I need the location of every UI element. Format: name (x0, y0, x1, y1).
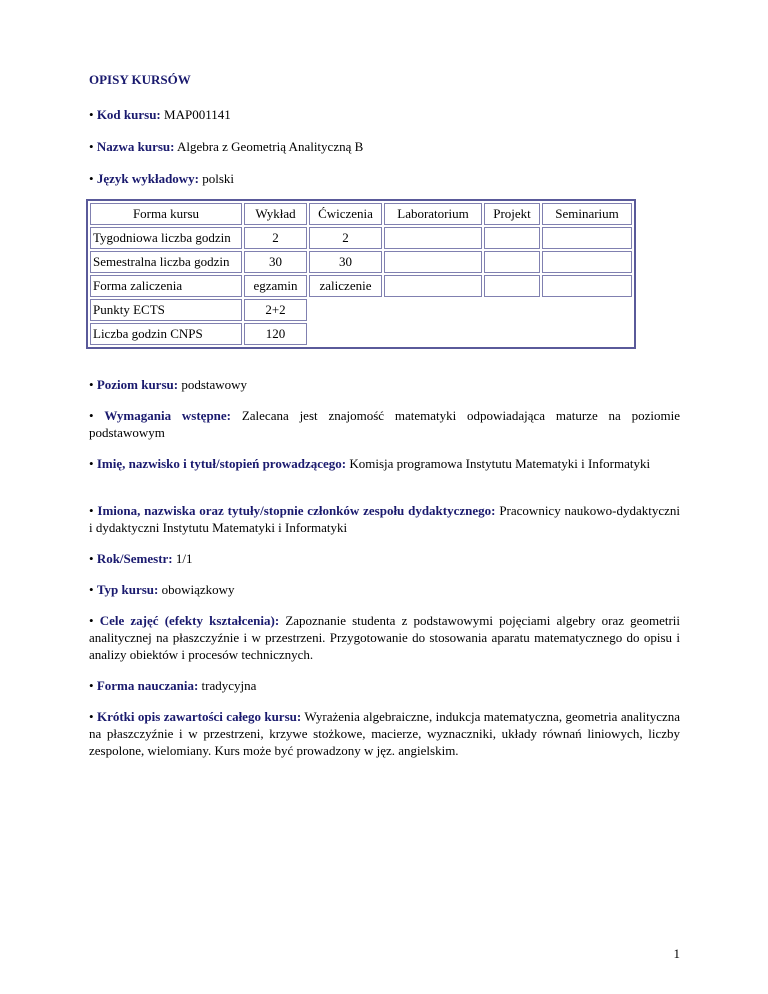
course-code (89, 106, 680, 123)
table-cell: 2 (244, 227, 307, 249)
table-cell (484, 227, 540, 249)
course-goals-label: Cele zajęć (efekty kształcenia): (99, 613, 280, 628)
teaching-team (89, 502, 680, 536)
table-cell (384, 275, 482, 297)
year-semester (89, 550, 680, 567)
course-code-value: MAP001141 (164, 107, 231, 122)
table-row (90, 227, 632, 249)
course-type (89, 581, 680, 598)
table-header-cell: Seminarium (542, 203, 632, 225)
course-goals (89, 612, 680, 663)
course-code-label: Kod kursu: (96, 107, 161, 122)
table-cell: Semestralna liczba godzin (90, 251, 242, 273)
bullet: • (89, 582, 94, 597)
course-description (89, 708, 680, 759)
table-cell (484, 251, 540, 273)
instructor-label: Imię, nazwisko i tytuł/stopień prowadzącego: (96, 456, 347, 471)
language-value: polski (202, 171, 235, 186)
bullet: • (89, 139, 94, 154)
table-row (90, 275, 632, 297)
prerequisites-value: Zalecana jest znajomość matematyki odpowiadająca maturze na poziomie podstawowym (89, 408, 681, 440)
year-semester-value: 1/1 (175, 551, 193, 566)
page-title: OPISY KURSÓW (89, 72, 191, 87)
table-cell: zaliczenie (309, 275, 382, 297)
course-description-value: Wyrażenia algebraiczne, indukcja matematyczna, geometria analityczna na płaszczyźnie i w przestrzeni, krzywe stożkowe, macierze, wyznaczniki, układy równań liniowych, liczby zespolone, wielomiany. Kurs może być prowadzony w jęz. angielskim. (89, 709, 681, 758)
bullet: • (89, 171, 94, 186)
table-row (90, 299, 632, 321)
table-cell: 30 (244, 251, 307, 273)
table-header-cell: Projekt (484, 203, 540, 225)
table-row (90, 251, 632, 273)
bullet: • (89, 377, 94, 392)
bullet: • (89, 456, 94, 471)
course-name-label: Nazwa kursu: (96, 139, 175, 154)
instructor-value: Komisja programowa Instytutu Matematyki i Informatyki (349, 456, 651, 471)
table-header-cell: Forma kursu (90, 203, 242, 225)
table-header-cell: Laboratorium (384, 203, 482, 225)
year-semester-label: Rok/Semestr: (96, 551, 173, 566)
teaching-team-label: Imiona, nazwiska oraz tytuły/stopnie członków zespołu dydaktycznego: (97, 503, 496, 518)
bullet: • (89, 678, 94, 693)
teaching-form-label: Forma nauczania: (96, 678, 199, 693)
prerequisites-label: Wymagania wstępne: (104, 408, 232, 423)
course-level-value: podstawowy (181, 377, 248, 392)
table-cell: Tygodniowa liczba godzin (90, 227, 242, 249)
teaching-form (89, 677, 680, 694)
table-cell (384, 227, 482, 249)
table-empty-area (309, 299, 632, 321)
course-level (89, 376, 680, 393)
table-cell: 2+2 (244, 299, 307, 321)
table-cell (542, 275, 632, 297)
bullet: • (89, 551, 94, 566)
course-description-label: Krótki opis zawartości całego kursu: (96, 709, 302, 724)
teaching-team-value: Pracownicy naukowo-dydaktyczni i dydaktyczni Instytutu Matematyki i Informatyki (89, 503, 681, 535)
prerequisites (89, 407, 680, 441)
table-cell (542, 251, 632, 273)
instructor (89, 455, 680, 472)
course-hours-table (86, 199, 636, 349)
teaching-form-value: tradycyjna (201, 678, 257, 693)
table-header-cell: Ćwiczenia (309, 203, 382, 225)
table-cell: 30 (309, 251, 382, 273)
course-name-value: Algebra z Geometrią Analityczną B (177, 139, 364, 154)
table-cell: Forma zaliczenia (90, 275, 242, 297)
course-goals-value: Zapoznanie studenta z podstawowymi pojęciami algebry oraz geometrii analitycznej na płaszczyźnie i w przestrzeni. Przygotowanie do stosowania aparatu matematycznego do opisu i analizy obiektów i procesów technicznych. (89, 613, 681, 662)
table-cell (542, 227, 632, 249)
language (89, 170, 680, 187)
bullet: • (89, 613, 94, 628)
bullet: • (89, 709, 94, 724)
table-empty-area (309, 323, 632, 345)
table-header-row (90, 203, 632, 225)
course-name (89, 138, 680, 155)
table-cell: Punkty ECTS (90, 299, 242, 321)
course-type-label: Typ kursu: (96, 582, 159, 597)
table-header-cell: Wykład (244, 203, 307, 225)
table-cell: Liczba godzin CNPS (90, 323, 242, 345)
page-number: 1 (673, 946, 680, 961)
course-level-label: Poziom kursu: (96, 377, 179, 392)
table-cell: egzamin (244, 275, 307, 297)
table-cell: 120 (244, 323, 307, 345)
language-label: Język wykładowy: (96, 171, 200, 186)
table-cell (384, 251, 482, 273)
bullet: • (89, 408, 94, 423)
table-cell (484, 275, 540, 297)
course-type-value: obowiązkowy (161, 582, 235, 597)
table-cell: 2 (309, 227, 382, 249)
bullet: • (89, 107, 94, 122)
table-row (90, 323, 632, 345)
bullet: • (89, 503, 94, 518)
